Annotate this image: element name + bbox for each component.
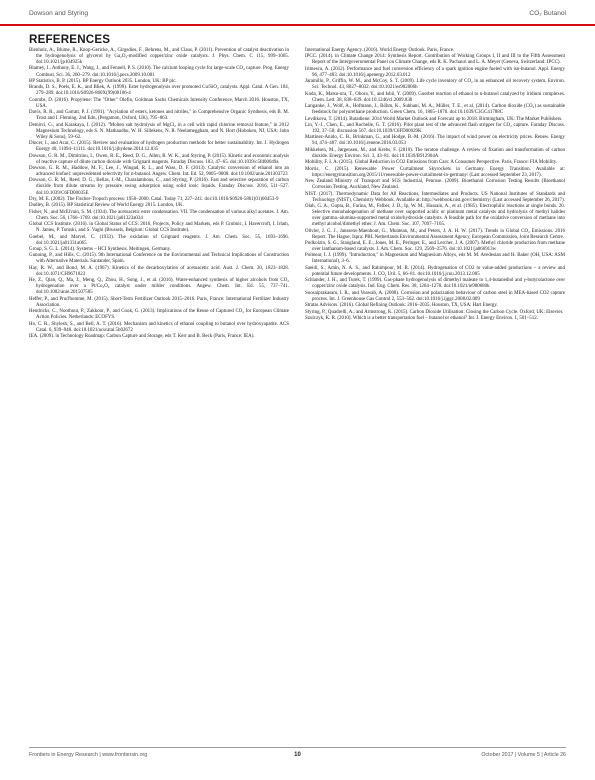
reference-entry: Dry, M. E. (2002). The Fischer-Tropsch process: 1950–2000. Catal. Today 71, 227–241. doi:10.1016/S0920-5861(01)00453-9: [29, 196, 279, 202]
reference-entry: International Energy Agency. (2016). World Energy Outlook. Paris, France.: [305, 48, 455, 53]
reference-entry: Mikkelsen, M., Jørgensen, M., and Krebs, F. (2010). The teraton challenge. A review of fixation and transformation of carbon dioxide. Energy Environ. Sci. 3, 43–81. doi:10.1039/B912904A: [305, 147, 565, 159]
references-right-column: [305, 48, 565, 322]
reference-entry: Koda, K., Matsu-ura, T., Obora, Y., and Ishii, Y. (2009). Guerbet reaction of ethanol to n-butanol catalyzed by iridium complexes. Chem. Lett. 38, 838–839. doi:10.1246/cl.2009.838: [305, 91, 565, 103]
reference-entry: NIST. (2017). Thermodynamic Data for All Reactions, Intermediates and Products. US National Institutes of Standards and Technology (NIST), Chemistry Webbook. Available at: http://webbook.nist.gov/chemistry/ (Last accessed September 26, 2017).: [305, 191, 565, 203]
reference-entry: Bienholz, A., Blume, R., Knop-Gericke, A., Girgsdies, F., Behrens, M., and Claus, P. (2011). Prevention of catalyst deactivation in the hydrogenolysis of glycerol by Ga₂O₃-modified copper/zinc oxide catalysts. J. Phys. Chem. C 115, 999–1005. doi:10.1021/jp104925k: [29, 48, 289, 66]
reference-entry: Dincer, I., and Acar, C. (2015). Review and evaluation of hydrogen production methods for better sustainability. Int. J. Hydrogen Energy 40, 11094–11111. doi:10.1016/j.ijhydene.2014.12.035: [29, 141, 289, 153]
reference-entry: Podkolzin, S. G., Stangland, E. E., Jones, M. E., Peringer, E., and Lercher, J. A. (2007). Methyl chloride production from methane over lanthanum-based catalysts. J. Am. Chem. Soc. 129, 2569–2576. doi:10.1021/ja066913w: [305, 240, 565, 252]
reference-entry: Dowson, G. R. M., Reed, D. G., Bellas, J.-M., Charalambous, C., and Styring, P. (2016). Fast and selective separation of carbon dioxide from dilute streams by pressure swing adsorption using solid ionic liquids. Faraday Discuss. 2016, 511–527. doi:10.1039/C6FD00035E: [29, 178, 289, 196]
reference-entry: Soosaiprakasam, I. R., and Veawab, A. (2008). Corrosion and polarization behaviour of carbon steel in MEA-based CO2 capture process. Int. J. Greenhouse Gas Control 2, 553–562. doi:10.1016/j.ijggc.2008.02.009: [305, 290, 565, 302]
reference-entry: Dowson, G. R. M., Haddow, M. F., Lee, J., Wingad, R. L., and Wass, D. F. (2013). Catalytic conversion of ethanol into an advanced biofuel: unprecedented selectivity for n-butanol. Angew. Chem. Int. Ed. 52, 9005–9008. doi:10.1002/anie.201303723: [29, 165, 289, 178]
reference-entry: Olah, G. A., Gupta, B., Farina, M., Felber, J. D., Ip, W. M., Hussain, A., et al. (1985). Electrophilic reactions at single bonds. 20. Selective monohalogenation of methane over supported acidic or platinum metal catalysts and hydrolysis of methyl halides over gamma.-alumina-supported metal oxide/hydroxide catalysts. A feasible path for the oxidative conversion of methane into methyl alcohol/dimethyl ether. J. Am. Chem. Soc. 107, 7097–7105.: [305, 203, 565, 228]
footer-rule: [29, 747, 566, 748]
reference-entry: Stratas Advisors. (2016). Global Refining Outlook: 2016–2035. Houston, TX, USA: Hart Energy.: [305, 303, 498, 309]
reference-entry: Dowson, G. R. M., Dimitriou, I., Owen, R. E., Reed, D. G., Allen, R. W. K., and Styring, P. (2015). Kinetic and economic analysis of reactive capture of dilute carbon dioxide with Grignard reagents. Faraday Discuss. 183, 47–65. doi:10.1039/c5fd00049a: [29, 153, 289, 165]
reference-entry: Olivier, J. G. J., Janssens-Maenhout, G., Muntean, M., and Peters, J. A. H. W. (2017). Trends in Global CO₂ Emissions. 2016 Report. The Hague, Ispra: PBL Netherlands Environmental Assessment Agency, European Commission, Joint Research Centre.: [305, 228, 565, 240]
reference-entry: IEA. (2009). in Technology Roadmap: Carbon Capture and Storage, eds T. Kerr and B. Beck (Paris, France: IEA).: [29, 334, 255, 340]
reference-entry: Mobility, F. I. A. (2015). Global Reduction in CO2 Emissions from Cars: A Consumer Perspective. Paris, France: FIA Mobility.: [305, 160, 558, 166]
reference-entry: Lin, Y.-J., Chen, E., and Rochelle, G. T. (2016). Pilot plant test of the advanced flash stripper for CO₂ capture. Faraday Discuss. 192, 37–58; discussion 567. doi:10.1039/C6FD00029K: [305, 122, 565, 135]
references-left-column: [29, 48, 289, 340]
reference-entry: BP Statistics, B. P. (2015). BP Energy Outlook 2035. London, UK: BP plc.: [29, 78, 177, 84]
reference-entry: Morris, C. (2015). Renewable Power Curtailment Skyrockets in Germany. Energy Transition. Available at: https://energytransition.org/2015/11/renewable-power-curtailment-in-germany/ (Last accessed September 23, 2017).: [305, 166, 565, 178]
reference-entry: Schlander, J. H., and Turek, T. (1999). Gas-phase hydrogenolysis of dimethyl maleate to 1,4-butanediol and γ-butyrolactone over copper/zinc oxide catalysis. Ind. Eng. Chem. Res. 38, 1264–1270. doi:10.1021/ie980680k: [305, 278, 565, 290]
reference-entry: Coombs, D. (2016). Propylene: The "Other" Olefin, Goldman Sachs Chemicals Intensity Conference, March 2016. Houston, TX, USA.: [29, 97, 289, 109]
footer-journal: Frontiers in Energy Research | www.frontiersin.org: [29, 752, 148, 758]
reference-entry: Polmear, I. J. (1999). "Introduction," in Magnesium and Magnesium Alloys, eds M. M. Avedesian and H. Baker (OH, USA: ASM International), 3–6.: [305, 253, 565, 265]
reference-entry: Demirci, G., and Karakaya, I. (2012). "Molten salt hydrolysis of MgCl₂ in a cell with rapid chlorine removal feature," in 2012 Magnesium Technology, eds S. N. Mathaudhu, W. H. Sillekens, N. R. Neelameggham, and N. Hort (Hoboken, NJ, USA: John Wiley & Sons), 59–62.: [29, 122, 289, 140]
reference-entry: Davis, R. R., and Garratt, P. J. (1991). "Acylation of esters, ketones and nitriles," in Comprehensive Organic Synthesis, eds B. M. Trost and I. Fleming. 2nd Edn, (Pergamon, Oxford, UK), 795–863.: [29, 110, 289, 122]
reference-entry: Heffer, P., and Prud'homme, M. (2015). Short-Term Fertilizer Outlook 2015–2016. Paris, France: International Fertilizer Industry Association.: [29, 296, 289, 308]
reference-entry: Levdikova, T. (2014). Butadiene: 2014 World Market Outlook and Forecast up to 2018. Birmingham, UK: The Market Publishers.: [305, 116, 563, 122]
header-short-title: CO₂ Butanol: [529, 10, 566, 17]
reference-entry: Saeidi, S., Amin, N. A. S., and Rahimpour, M. R. (2014). Hydrogenation of CO2 to value-added productions – a review and potential future developments. J. CO₂ Util. 5, 66–81. doi:10.1016/j.jcou.2013.12.005: [305, 265, 565, 277]
header-rule: [0, 24, 595, 26]
reference-entry: Langanke, J., Wolf, A., Hofmann, J., Böhm, K., Subhani, M. A., Müller, T. E., et al. (2014). Carbon dioxide (CO₂) as sustainable feedstock for polyurethane production. Green Chem. 16, 1865–1870. doi:10.1039/C3GC41788C: [305, 104, 565, 116]
running-header: [0, 0, 595, 24]
reference-entry: Hendricks, C., Noothout, P., Zakkour, P., and Cook, G. (2013). Implications of the Reuse of Captured CO₂ for European Climate Action Policies. Netherlands: ECOFYS.: [29, 309, 289, 321]
reference-entry: IPCC. (2014). in Climate Change 2014: Synthesis Report. Contribution of Working Groups I, II and III to the Fifth Assessment Report of the Intergovernmental Panel on Climate Change, eds R. K. Pachauri and L. A. Meyer (Geneva, Switzerland: IPCC).: [305, 54, 565, 66]
page-number: 10: [294, 751, 301, 758]
reference-entry: New Zealand Ministry of Transport and SGS Industrial, Penrose. (2009). Bioethanol Corrosion Testing Results (Bioethanol Corrosion Testing. Auckland, New Zealand.: [305, 179, 565, 191]
reference-entry: Global CCS Institute. (2016). in Global Status of CCS: 2016, Projects, Policy and Markets, eds P. Grubnic, I. Havercroft, I. Irlam, N. James, P. Tomski, and S. Vaghi (Brussels, Belgium: Global CCS Institute).: [29, 222, 289, 234]
section-title: REFERENCES: [29, 33, 111, 46]
reference-entry: Gunning, P., and Hills, C. (2015). 9th International Conference on the Environmental and Technical Implications of Construction with Alternative Materials. Santander, Spain.: [29, 253, 289, 265]
reference-entry: Goebel, M., and Marvel, C. (1933). The oxidation of Grignard reagents. J. Am. Chem. Soc. 55, 1693–1696. doi:10.1021/ja01331a065: [29, 234, 289, 246]
reference-entry: Group, S. G. L. (2014). Systems – HCI Synthesis. Meitingen, Germany.: [29, 247, 172, 252]
reference-entry: Irimescu, A. (2012). Performance and fuel conversion efficiency of a spark ignition engine fueled with iso-butanol. Appl. Energy 96, 477–483. doi:10.1016/j.apenergy.2012.03.012: [305, 66, 565, 78]
reference-entry: Szulczyk, K. R. (2010). Which is a better transportation fuel – butanol or ethanol? Int. J. Energy Environ. 1, 501–512.: [305, 315, 538, 321]
reference-entry: He, Z., Qian, Q., Ma, J., Meng, Q., Zhou, H., Song, J., et al. (2016). Water-enhanced synthesis of higher alcohols from CO₂ hydrogenation over a Pt/Co₃O₄ catalyst under milder conditions. Angew. Chem. Int. Ed. 55, 737–741. doi:10.1002/anie.201507585: [29, 278, 289, 296]
reference-entry: Brands, D. S., Poels, E. K., and Bliek, A. (1999). Ester hydrogenolysis over promoted Cu/SiO₂ catalysts. Appl. Catal. A Gen. 184, 279–289. doi:10.1016/S0926-860X(99)00106-4: [29, 85, 289, 97]
reference-entry: Fisher, N., and McElvain, S. M. (1934). The acetoacetic ester condensation. VII. The condensation of various alkyl acetates. J. Am. Chem. Soc. 56, 1766–1769. doi:10.1021/ja01323a034: [29, 209, 289, 221]
reference-entry: Jaramillo, P., Griffin, W. M., and McCoy, S. T. (2009). Life cycle inventory of CO₂ in an enhanced oil recovery system. Environ. Sci. Technol. 43, 8027–8032. doi:10.1021/es902006h: [305, 79, 565, 91]
reference-entry: Dudley, B. (2015). BP Statistical Review of World Energy 2015. London, UK.: [29, 203, 184, 209]
header-authors: Dowson and Styring: [29, 10, 89, 17]
footer-issue: October 2017 | Volume 5 | Article 26: [481, 752, 566, 758]
reference-entry: Hay, R. W., and Bond, M. A. (1967). Kinetics of the decarboxylation of acetoacetic acid. Aust. J. Chem. 20, 1823–1828. doi:10.1071/CH9671823: [29, 265, 289, 277]
reference-entry: Styring, P., Quadrelli, A., and Armstrong, K. (2015). Carbon Dioxide Utilisation: Closing the Carbon Cycle. Oxford, UK: Elsevier.: [305, 309, 564, 315]
reference-entry: Blamey, J., Anthony, E. J., Wang, J., and Fennell, P. S. (2010). The calcium looping cycle for large-scale CO₂ capture. Prog. Energy Combust. Sci. 36, 260–279. doi:10.1016/j.pecs.2009.10.001: [29, 66, 289, 78]
reference-entry: Martínez-Anido, C. B., Brinkman, G., and Hodge, B.-M. (2016). The impact of wind power on electricity prices. Renew. Energy 94, 474–487. doi:10.1016/j.renene.2016.03.053: [305, 135, 565, 147]
reference-entry: Ho, C. R., Shylesh, S., and Bell, A. T. (2016). Mechanism and kinetics of ethanol coupling to butanol over hydroxyapatite. ACS Catal. 6, 939–948. doi:10.1021/acscatal.5b02672: [29, 321, 289, 333]
